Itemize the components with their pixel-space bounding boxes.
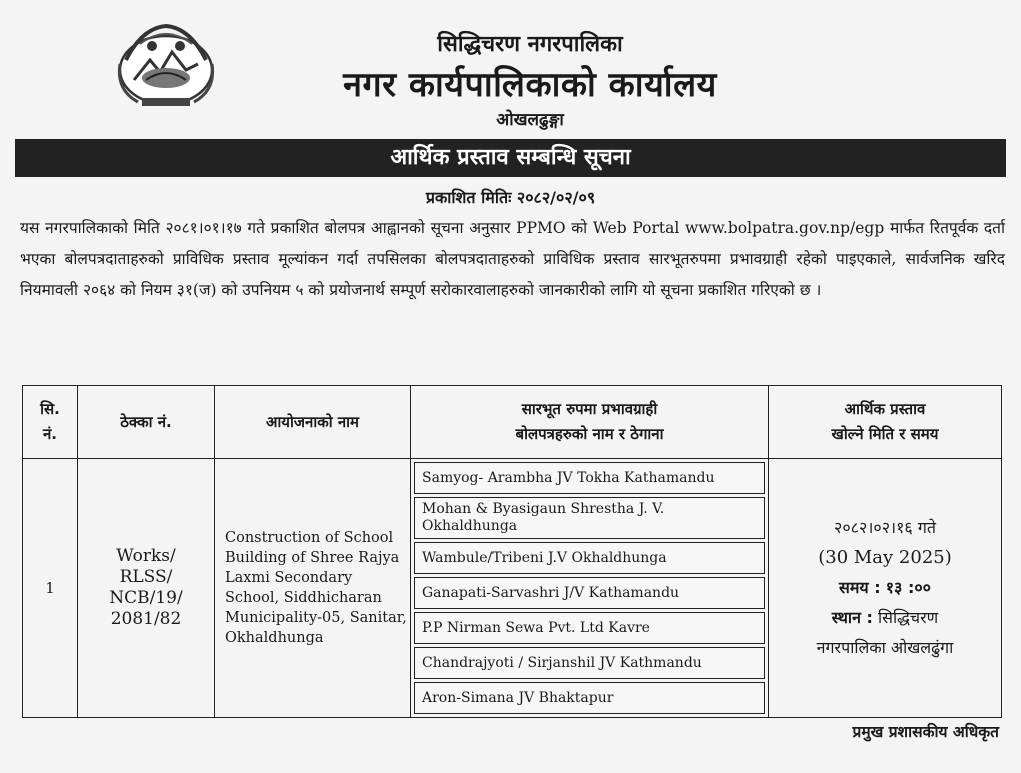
signatory-title: प्रमुख प्रशासकीय अधिकृत bbox=[852, 723, 999, 741]
bidder-item: Mohan & Byasigaun Shrestha J. V. Okhaldhunga bbox=[414, 497, 765, 539]
opening-venue-line2: नगरपालिका ओखलढुंगा bbox=[816, 638, 954, 657]
office-location: ओखलढुङ्गा bbox=[496, 110, 564, 130]
bidders-list bbox=[411, 459, 769, 718]
bidder-item: Ganapati-Sarvashri J/V Kathamandu bbox=[414, 577, 765, 609]
project-name: Construction of School Building of Shree Rajya Laxmi Secondary School, Siddhicharan Municipality-05, Sanitar, Okhaldhunga bbox=[215, 459, 411, 718]
table-row bbox=[23, 459, 1002, 718]
header-contract-no: ठेक्का नं. bbox=[78, 386, 215, 459]
header-project-name: आयोजनाको नाम bbox=[215, 386, 411, 459]
bidder-item: P.P Nirman Sewa Pvt. Ltd Kavre bbox=[414, 612, 765, 644]
contract-no: Works/ RLSS/ NCB/19/ 2081/82 bbox=[78, 459, 215, 718]
opening-venue: स्थान : सिद्धिचरण bbox=[831, 608, 939, 627]
opening-datetime bbox=[769, 459, 1002, 718]
bidder-item: Aron-Simana JV Bhaktapur bbox=[414, 682, 765, 714]
office-title: नगर कार्यपालिकाको कार्यालय bbox=[343, 65, 717, 105]
opening-date-english: (30 May 2025) bbox=[818, 547, 952, 568]
bidder-item: Chandrajyoti / Sirjanshil JV Kathmandu bbox=[414, 647, 765, 679]
bidder-item: Wambule/Tribeni J.V Okhaldhunga bbox=[414, 542, 765, 574]
nepal-government-emblem-icon bbox=[112, 20, 220, 110]
municipality-name: सिद्धिचरण नगरपालिका bbox=[437, 32, 623, 57]
header-opening-datetime: आर्थिक प्रस्ताव खोल्ने मिति र समय bbox=[769, 386, 1002, 459]
serial-no: 1 bbox=[23, 459, 78, 718]
opening-time: समय : १३ :०० bbox=[839, 578, 931, 597]
bidder-item: Samyog- Arambha JV Tokha Kathamandu bbox=[414, 462, 765, 494]
header-bidders: सारभूत रुपमा प्रभावग्राही बोलपत्रहरुको नाम र ठेगाना bbox=[411, 386, 769, 459]
header-serial-no: सि. नं. bbox=[23, 386, 78, 459]
notice-body: यस नगरपालिकाको मिति २०८१।०१।१७ गते प्रकाशित बोलपत्र आह्वानको सूचना अनुसार PPMO को Web Portal www.bolpatra.gov.np/egp मार्फत रितपूर्वक दर्ता भएका बोलपत्रदाताहरुको प्राविधिक प्रस्ताव मूल्यांकन गर्दा तपसिलका बोलपत्रदाताहरुको प्राविधिक प्रस्ताव सारभूतरुपमा प्रभावग्राही रहेको पाइएकाले, सार्वजनिक खरिद नियमावली २०६४ को नियम ३१(ज) को उपनियम ५ को प्रयोजनार्थ सम्पूर्ण सरोकारवालाहरुको जानकारीको लागि यो सूचना प्रकाशित गरिएको छ । bbox=[20, 219, 1005, 299]
table-header-row bbox=[23, 386, 1002, 459]
published-date: प्रकाशित मितिः २०८२/०२/०९ bbox=[425, 188, 596, 207]
evaluation-table bbox=[22, 385, 1002, 718]
notice-title-banner: आर्थिक प्रस्ताव सम्बन्धि सूचना bbox=[15, 139, 1006, 177]
opening-date-nepali: २०८२।०२।१६ गते bbox=[834, 518, 936, 537]
